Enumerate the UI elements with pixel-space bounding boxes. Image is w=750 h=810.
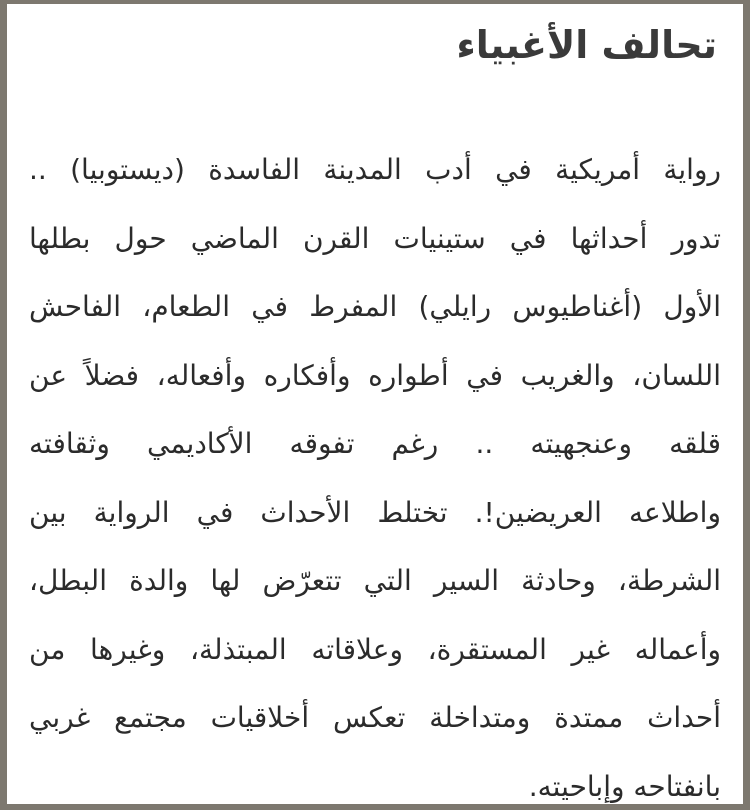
body-line-10: بانفتاحه وإباحيته. — [528, 769, 721, 803]
body-line-9: أحداث ممتدة ومتداخلة تعكس أخلاقيات مجتمع غربي — [29, 701, 721, 734]
article-card — [7, 4, 743, 804]
body-line-3: الأول (أغناطيوس رايلي) المفرط في الطعام، الفاحش — [29, 290, 721, 323]
body-line-5: قلقه وعنجهيته .. رغم تفوقه الأكاديمي وثقافته — [29, 427, 721, 460]
body-line-7: الشرطة، وحادثة السير التي تتعرّض لها والدة البطل، — [29, 564, 721, 597]
body-line-8: وأعماله غير المستقرة، وعلاقاته المبتذلة، وغيرها من — [29, 632, 721, 666]
body-line-4: اللسان، والغريب في أطواره وأفكاره وأفعاله، فضلاً عن — [29, 358, 721, 392]
article-body — [29, 136, 721, 804]
body-line-2: تدور أحداثها في ستينيات القرن الماضي حول بطلها — [29, 221, 721, 255]
body-line-1: رواية أمريكية في أدب المدينة الفاسدة (ديستوبيا) .. — [29, 153, 721, 186]
body-line-6: واطلاعه العريضين!. تختلط الأحداث في الرواية بين — [29, 495, 721, 529]
article-title: تحالف الأغبياء — [456, 23, 717, 67]
